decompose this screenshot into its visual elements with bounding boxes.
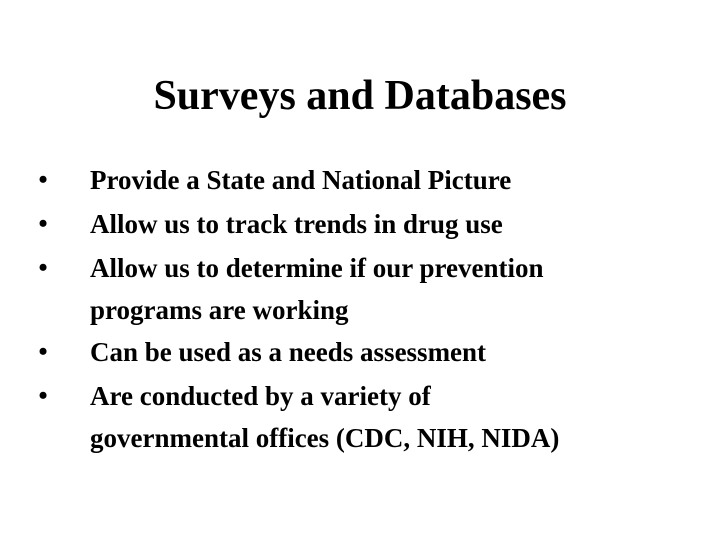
bullet-line: Allow us to track trends in drug use [90,209,503,239]
bullet-item [28,374,708,458]
bullet-text [90,246,708,330]
bullet-item [28,158,708,202]
bullet-icon: • [38,337,48,366]
bullet-icon: • [38,253,48,282]
bullet-text [90,374,708,458]
bullet-list [28,158,708,458]
bullet-line: Can be used as a needs assessment [90,337,487,367]
bullet-text [90,158,708,202]
bullet-line: Are conducted by a variety of [90,381,431,411]
bullet-text [90,202,708,246]
bullet-item [28,202,708,246]
bullet-icon: • [38,209,48,238]
bullet-icon: • [38,381,48,410]
bullet-line: Provide a State and National Picture [90,165,512,195]
bullet-item [28,246,708,330]
bullet-line: Allow us to determine if our prevention [90,253,544,283]
bullet-line-continuation: programs are working [90,295,349,325]
bullet-text [90,330,708,374]
bullet-icon: • [38,165,48,194]
slide-title: Surveys and Databases [153,73,567,119]
bullet-line-continuation: governmental offices (CDC, NIH, NIDA) [90,423,560,453]
bullet-item [28,330,708,374]
